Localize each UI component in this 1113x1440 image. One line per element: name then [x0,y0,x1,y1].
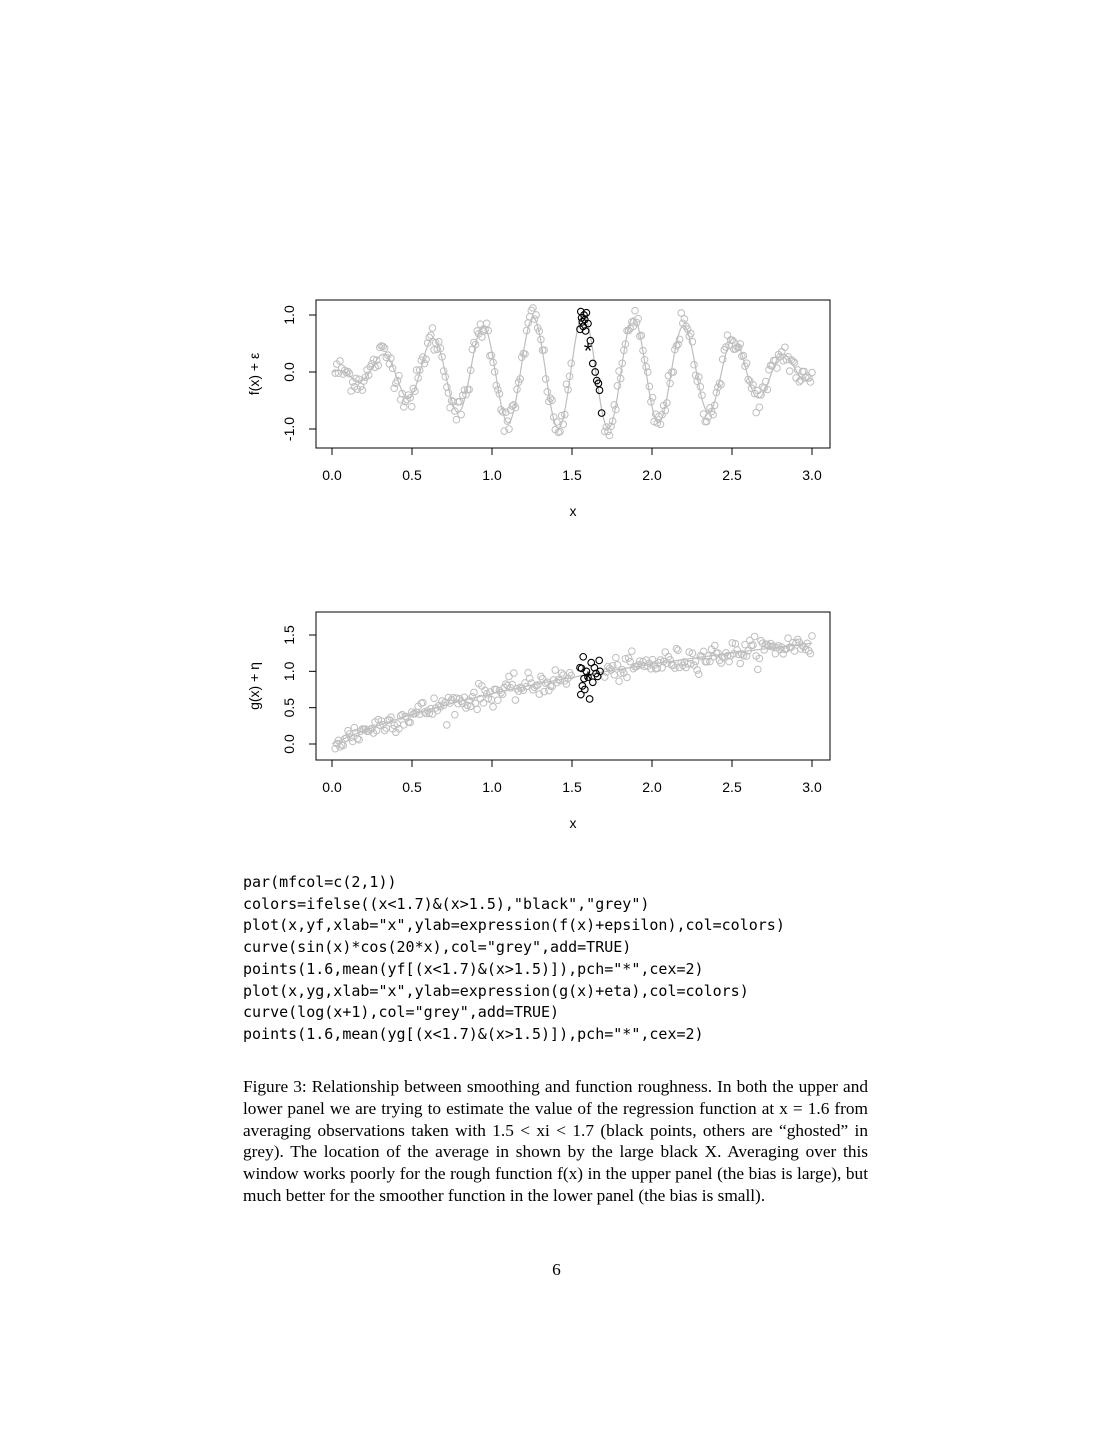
x-axis-label-top: x [569,503,577,519]
grey-point [606,432,613,439]
x-tick-label: 2.5 [722,467,742,483]
x-tick-label: 1.0 [482,467,502,483]
grey-point [694,667,701,674]
x-tick-label: 0.5 [402,779,422,795]
grey-points-bottom [332,633,815,752]
grey-point [697,383,704,390]
grey-point [613,654,620,661]
x-tick-label: 1.5 [562,779,582,795]
grey-point [533,312,540,319]
grey-point [673,645,680,652]
grey-point [356,736,363,743]
grey-point [511,670,518,677]
grey-point [512,697,519,704]
x-axis-bottom [322,760,822,795]
grey-point [558,670,565,677]
grey-point [632,307,639,314]
grey-point [809,369,816,376]
grey-point [453,416,460,423]
grey-point [681,316,688,323]
y-tick-label: 0.0 [281,362,297,382]
grey-point [408,403,415,410]
code-line: points(1.6,mean(yg[(x<1.7)&(x>1.5)]),pch="*",cex=2) [243,1024,704,1043]
grey-point [691,361,698,368]
x-tick-label: 0.0 [322,779,342,795]
grey-point [493,382,500,389]
highlight-point [596,657,603,664]
y-axis-label-top: f(x) + ε [246,352,262,396]
regression-curve [332,643,812,744]
x-tick-label: 2.0 [642,467,662,483]
y-tick-label: 0.5 [281,697,297,718]
y-tick-label: 1.0 [281,305,297,325]
x-tick-label: 3.0 [802,779,822,795]
x-tick-label: 0.5 [402,467,422,483]
grey-point [782,344,789,351]
x-tick-label: 2.0 [642,779,662,795]
panel-top [246,300,830,519]
grey-point [629,648,636,655]
grey-point [445,390,452,397]
grey-point [495,697,502,704]
x-tick-label: 1.0 [482,779,502,795]
grey-point [675,647,682,654]
x-tick-label: 1.5 [562,467,582,483]
grey-point [786,368,793,375]
grey-point [544,388,551,395]
x-tick-label: 2.5 [722,779,742,795]
grey-point [506,673,513,680]
grey-point [525,320,532,327]
code-line: plot(x,yg,xlab="x",ylab=expression(g(x)+eta),col=colors) [243,981,749,1000]
grey-point [624,674,631,681]
grey-point [737,660,744,667]
grey-point [477,321,484,328]
page-number: 6 [552,1260,561,1279]
x-tick-label: 0.0 [322,467,342,483]
highlight-point [580,654,587,661]
grey-point [751,633,758,640]
code-line: curve(sin(x)*cos(20*x),col="grey",add=TRUE) [243,938,632,957]
grey-point [616,678,623,685]
r-code-listing [243,872,785,1046]
y-axis-label-bottom: g(x) + η [246,662,262,710]
grey-point [809,633,816,640]
grey-point [695,671,702,678]
average-star-bottom: * [583,666,593,692]
grey-point [490,704,497,711]
grey-point [471,689,478,696]
plot-frame-top [316,300,830,448]
code-line: points(1.6,mean(yf[(x<1.7)&(x>1.5)]),pch="*",cex=2) [243,959,704,978]
code-line: colors=ifelse((x<1.7)&(x>1.5),"black","grey") [243,894,650,913]
y-tick-label: 0.0 [281,734,297,754]
y-axis-top [281,305,316,441]
highlight-point [586,696,593,703]
grey-point [349,738,356,745]
grey-point [552,667,559,674]
grey-point [807,379,814,386]
grey-point [431,695,438,702]
grey-point [635,315,642,322]
grey-point [754,666,761,673]
grey-point [444,722,451,729]
highlight-point [596,387,603,394]
y-tick-label: 1.5 [281,625,297,645]
grey-point [428,332,435,339]
grey-point [474,706,481,713]
figure-caption: Figure 3: Relationship between smoothing and function roughness. In both the upper and lower panel we are trying to estimate the value of the regression function at x = 1.6 from averaging observations taken with 1.5 < xi < 1.7 (black points, others are “ghosted” in grey). The location of the average in shown by the large black X. Averaging over this window works poorly for the rough function f(x) in the upper panel (the bias is large), but much better for the smoother function in the lower panel (the bias is small). [243,1077,868,1205]
regression-curve [332,315,812,428]
y-tick-label: -1.0 [281,416,297,442]
grey-point [447,404,454,411]
x-axis-top [322,448,822,483]
grey-points-top [332,305,815,439]
x-axis-label-bottom: x [569,815,577,831]
panel-bottom [246,612,830,831]
grey-point [614,383,621,390]
grey-point [662,649,669,656]
code-line: par(mfcol=c(2,1)) [243,873,397,891]
grey-point [611,671,618,678]
grey-point [458,411,465,418]
code-line: plot(x,yf,xlab="x",ylab=expression(f(x)+epsilon),col=colors) [243,916,785,935]
average-star-top: * [583,338,593,364]
x-tick-label: 3.0 [802,467,822,483]
grey-point [429,325,436,332]
code-line: curve(log(x+1),col="grey",add=TRUE) [243,1003,560,1022]
grey-point [483,320,490,327]
y-tick-label: 1.0 [281,661,297,682]
grey-point [452,711,459,718]
y-axis-bottom [281,625,316,754]
curve-bottom [332,643,812,744]
grey-point [756,404,763,411]
curve-top [332,315,812,428]
